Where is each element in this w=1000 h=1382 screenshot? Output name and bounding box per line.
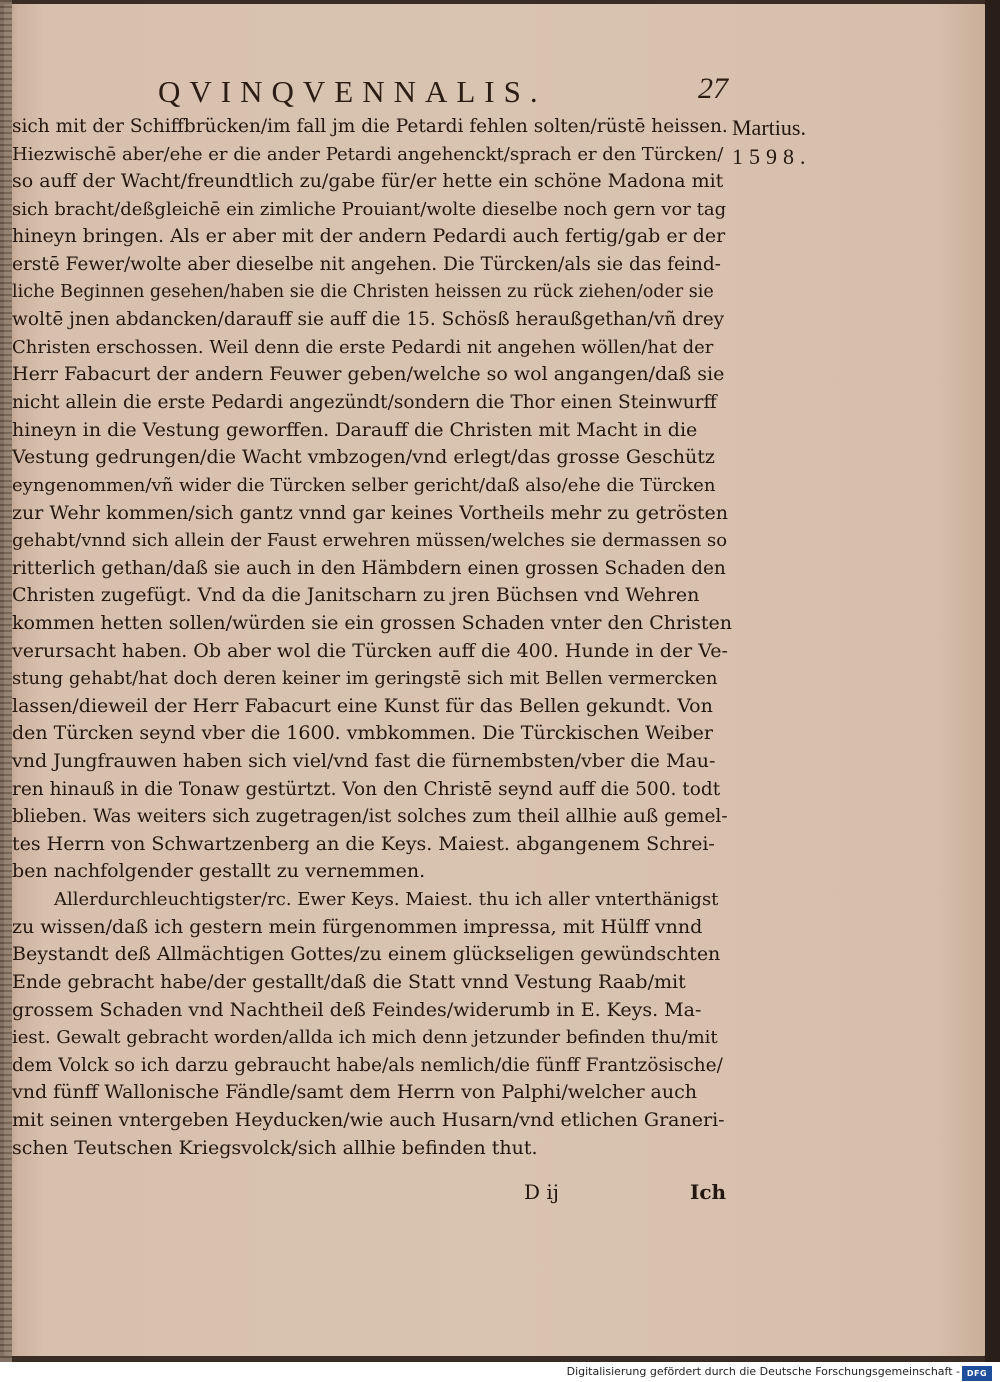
funding-note: Digitalisierung gefördert durch die Deutsche Forschungsgemeinschaft - xyxy=(566,1365,960,1378)
dfg-logo-icon: DFG xyxy=(962,1366,992,1381)
text-line: ritterlich gethan/daß sie auch in den Hämbdern einen grossen Schaden den xyxy=(12,557,726,579)
text-line: Vestung gedrungen/die Wacht vmbzogen/vnd erlegt/das grosse Geschütz xyxy=(12,446,715,469)
catchword: Ich xyxy=(690,1180,727,1204)
text-line: woltē jnen abdancken/darauff sie auff die 15. Schösß heraußgethan/vñ drey xyxy=(12,309,725,331)
funding-bar xyxy=(0,1362,1000,1382)
text-line: erstē Fewer/wolte aber dieselbe nit angehen. Die Türcken/als sie das feind- xyxy=(12,254,721,276)
running-title: QVINQVENNALIS. xyxy=(158,74,547,109)
text-line: Hiezwischē aber/ehe er die ander Petardi angehenckt/sprach er den Türcken/ xyxy=(12,143,724,165)
page-binding-edge xyxy=(0,0,12,1362)
text-line: sich mit der Schiffbrücken/im fall jm die Petardi fehlen solten/rüstē heissen. xyxy=(12,116,728,137)
text-line: ren hinauß in die Tonaw gestürtzt. Von den Christē seynd auff die 500. todt xyxy=(12,778,721,800)
signature-mark: D ij xyxy=(524,1180,559,1204)
text-line: kommen hetten sollen/würden sie ein grossen Schaden vnter den Christen xyxy=(12,611,732,634)
text-line: grossem Schaden vnd Nachtheil deß Feindes/widerumb in E. Keys. Ma- xyxy=(12,998,702,1021)
text-line: Allerdurchleuchtigster/rc. Ewer Keys. Maiest. thu ich aller vnterthänigst xyxy=(54,889,719,911)
text-line: Ende gebracht habe/der gestallt/daß die Statt vnnd Vestung Raab/mit xyxy=(12,970,686,993)
text-line: verursacht haben. Ob aber wol die Türcken auff die 400. Hunde in der Ve- xyxy=(12,639,728,662)
text-line: schen Teutschen Kriegsvolck/sich allhie befinden thut. xyxy=(12,1136,538,1159)
text-line: nicht allein die erste Pedardi angezündt/sondern die Thor einen Steinwurff xyxy=(12,392,717,414)
text-line: blieben. Was weiters sich zugetragen/ist solches zum theil allhie auß gemel- xyxy=(12,806,728,828)
text-line: iest. Gewalt gebracht worden/allda ich mich denn jetzunder befinden thu/mit xyxy=(12,1027,718,1049)
text-line: Christen zugefügt. Vnd da die Janitscharn zu jren Büchsen vnd Wehren xyxy=(12,584,700,607)
margin-note-year: 1598. xyxy=(732,144,812,169)
text-line: vnd Jungfrauwen haben sich viel/vnd fast die fürnembsten/vber die Mau- xyxy=(12,750,716,773)
text-line: sich bracht/deßgleichē ein zimliche Prouiant/wolte dieselbe noch gern vor tag xyxy=(12,198,727,220)
text-line: stung gehabt/hat doch deren keiner im geringstē sich mit Bellen vermercken xyxy=(12,668,718,690)
text-line: Herr Fabacurt der andern Feuwer geben/welche so wol angangen/daß sie xyxy=(12,363,725,386)
text-line: eyngenommen/vñ wider die Türcken selber gericht/daß also/ehe die Türcken xyxy=(12,474,716,496)
text-line: zur Wehr kommen/sich gantz vnnd gar keines Vortheils mehr zu getrösten xyxy=(12,501,728,524)
text-line: dem Volck so ich darzu gebraucht habe/als nemlich/die fünff Frantzösische/ xyxy=(12,1054,723,1076)
margin-note-month: Martius. xyxy=(732,115,806,140)
text-line: Christen erschossen. Weil denn die erste Pedardi nit angehen wöllen/hat der xyxy=(12,336,714,358)
margin-note xyxy=(732,113,842,171)
text-line: zu wissen/daß ich gestern mein fürgenommen impressa, mit Hülff vnnd xyxy=(12,915,703,938)
page-number: 27 xyxy=(698,72,728,105)
text-line: gehabt/vnnd sich allein der Faust erwehren müssen/welches sie dermassen so xyxy=(12,530,728,552)
text-line: lassen/dieweil der Herr Fabacurt eine Kunst für das Bellen gekundt. Von xyxy=(12,694,713,717)
text-line: tes Herrn von Schwartzenberg an die Keys. Maiest. abgangenem Schrei- xyxy=(12,832,715,855)
text-line: Beystandt deß Allmächtigen Gottes/zu einem glückseligen gewündschten xyxy=(12,943,721,966)
text-line: hineyn bringen. Als er aber mit der andern Pedardi auch fertig/gab er der xyxy=(12,225,726,248)
text-line: liche Beginnen gesehen/haben sie die Christen heissen zu rück ziehen/oder sie xyxy=(12,281,714,302)
body-text xyxy=(12,113,732,1162)
page-header xyxy=(150,74,740,114)
page-shadow-edge xyxy=(985,0,1000,1362)
text-line: ben nachfolgender gestallt zu vernemmen. xyxy=(12,860,426,883)
text-line: hineyn in die Vestung geworffen. Darauff die Christen mit Macht in die xyxy=(12,418,698,441)
text-line: mit seinen vntergeben Heyducken/wie auch Husarn/vnd etlichen Graneri- xyxy=(12,1108,725,1131)
text-line: den Türcken seynd vber die 1600. vmbkommen. Die Türckischen Weiber xyxy=(12,722,713,745)
text-line: so auff der Wacht/freundtlich zu/gabe für/er hette ein schöne Madona mit xyxy=(12,170,724,193)
text-line: vnd fünff Wallonische Fändle/samt dem Herrn von Palphi/welcher auch xyxy=(12,1081,698,1104)
